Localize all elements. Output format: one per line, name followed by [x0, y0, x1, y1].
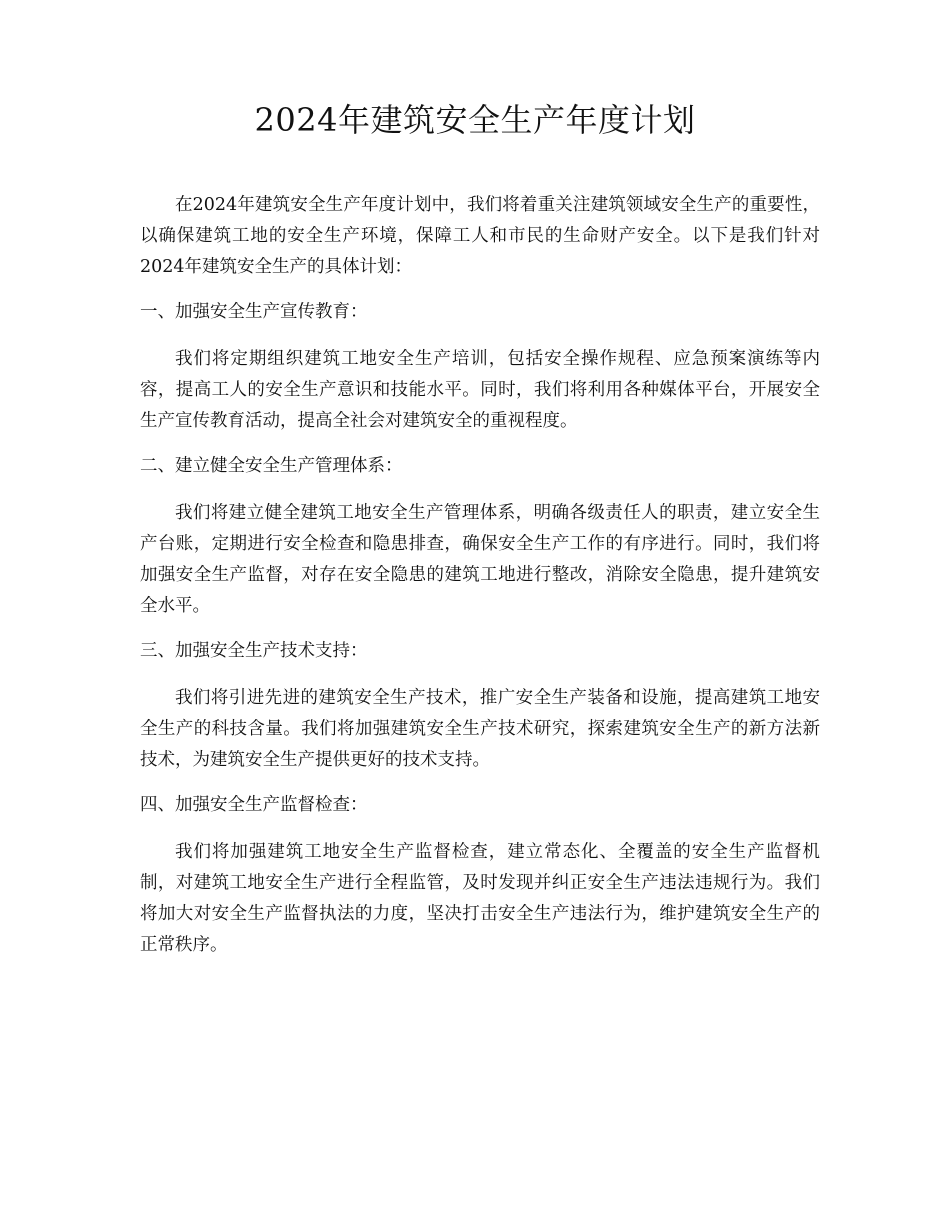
section-heading-4: 四、加强安全生产监督检查： [140, 795, 368, 815]
section-heading-1: 一、加强安全生产宣传教育： [140, 302, 368, 322]
section-body-4: 我们将加强建筑工地安全生产监督检查，建立常态化、全覆盖的安全生产监督机制，对建筑工地安全生产进行全程监管，及时发现并纠正安全生产违法违规行为。我们将加大对安全生产监督执法的力度，坚决打击安全生产违法行为，维护建筑安全生产的正常秩序。 [140, 842, 820, 955]
intro-paragraph: 在2024年建筑安全生产年度计划中，我们将着重关注建筑领域安全生产的重要性，以确保建筑工地的安全生产环境，保障工人和市民的生命财产安全。以下是我们针对2024年建筑安全生产的具体计划： [140, 195, 820, 277]
section-heading-3: 三、加强安全生产技术支持： [140, 641, 368, 661]
document-body [140, 190, 820, 961]
section-body-3: 我们将引进先进的建筑安全生产技术，推广安全生产装备和设施，提高建筑工地安全生产的科技含量。我们将加强建筑安全生产技术研究，探索建筑安全生产的新方法新技术，为建筑安全生产提供更好的技术支持。 [140, 688, 820, 770]
section-body-1: 我们将定期组织建筑工地安全生产培训，包括安全操作规程、应急预案演练等内容，提高工人的安全生产意识和技能水平。同时，我们将利用各种媒体平台，开展安全生产宣传教育活动，提高全社会对建筑安全的重视程度。 [140, 349, 820, 431]
section-heading-2: 二、建立健全安全生产管理体系： [140, 456, 403, 476]
page-title: 2024年建筑安全生产年度计划 [254, 101, 696, 139]
section-body-2: 我们将建立健全建筑工地安全生产管理体系，明确各级责任人的职责，建立安全生产台账，定期进行安全检查和隐患排查，确保安全生产工作的有序进行。同时，我们将加强安全生产监督，对存在安全隐患的建筑工地进行整改，消除安全隐患，提升建筑安全水平。 [140, 503, 820, 616]
